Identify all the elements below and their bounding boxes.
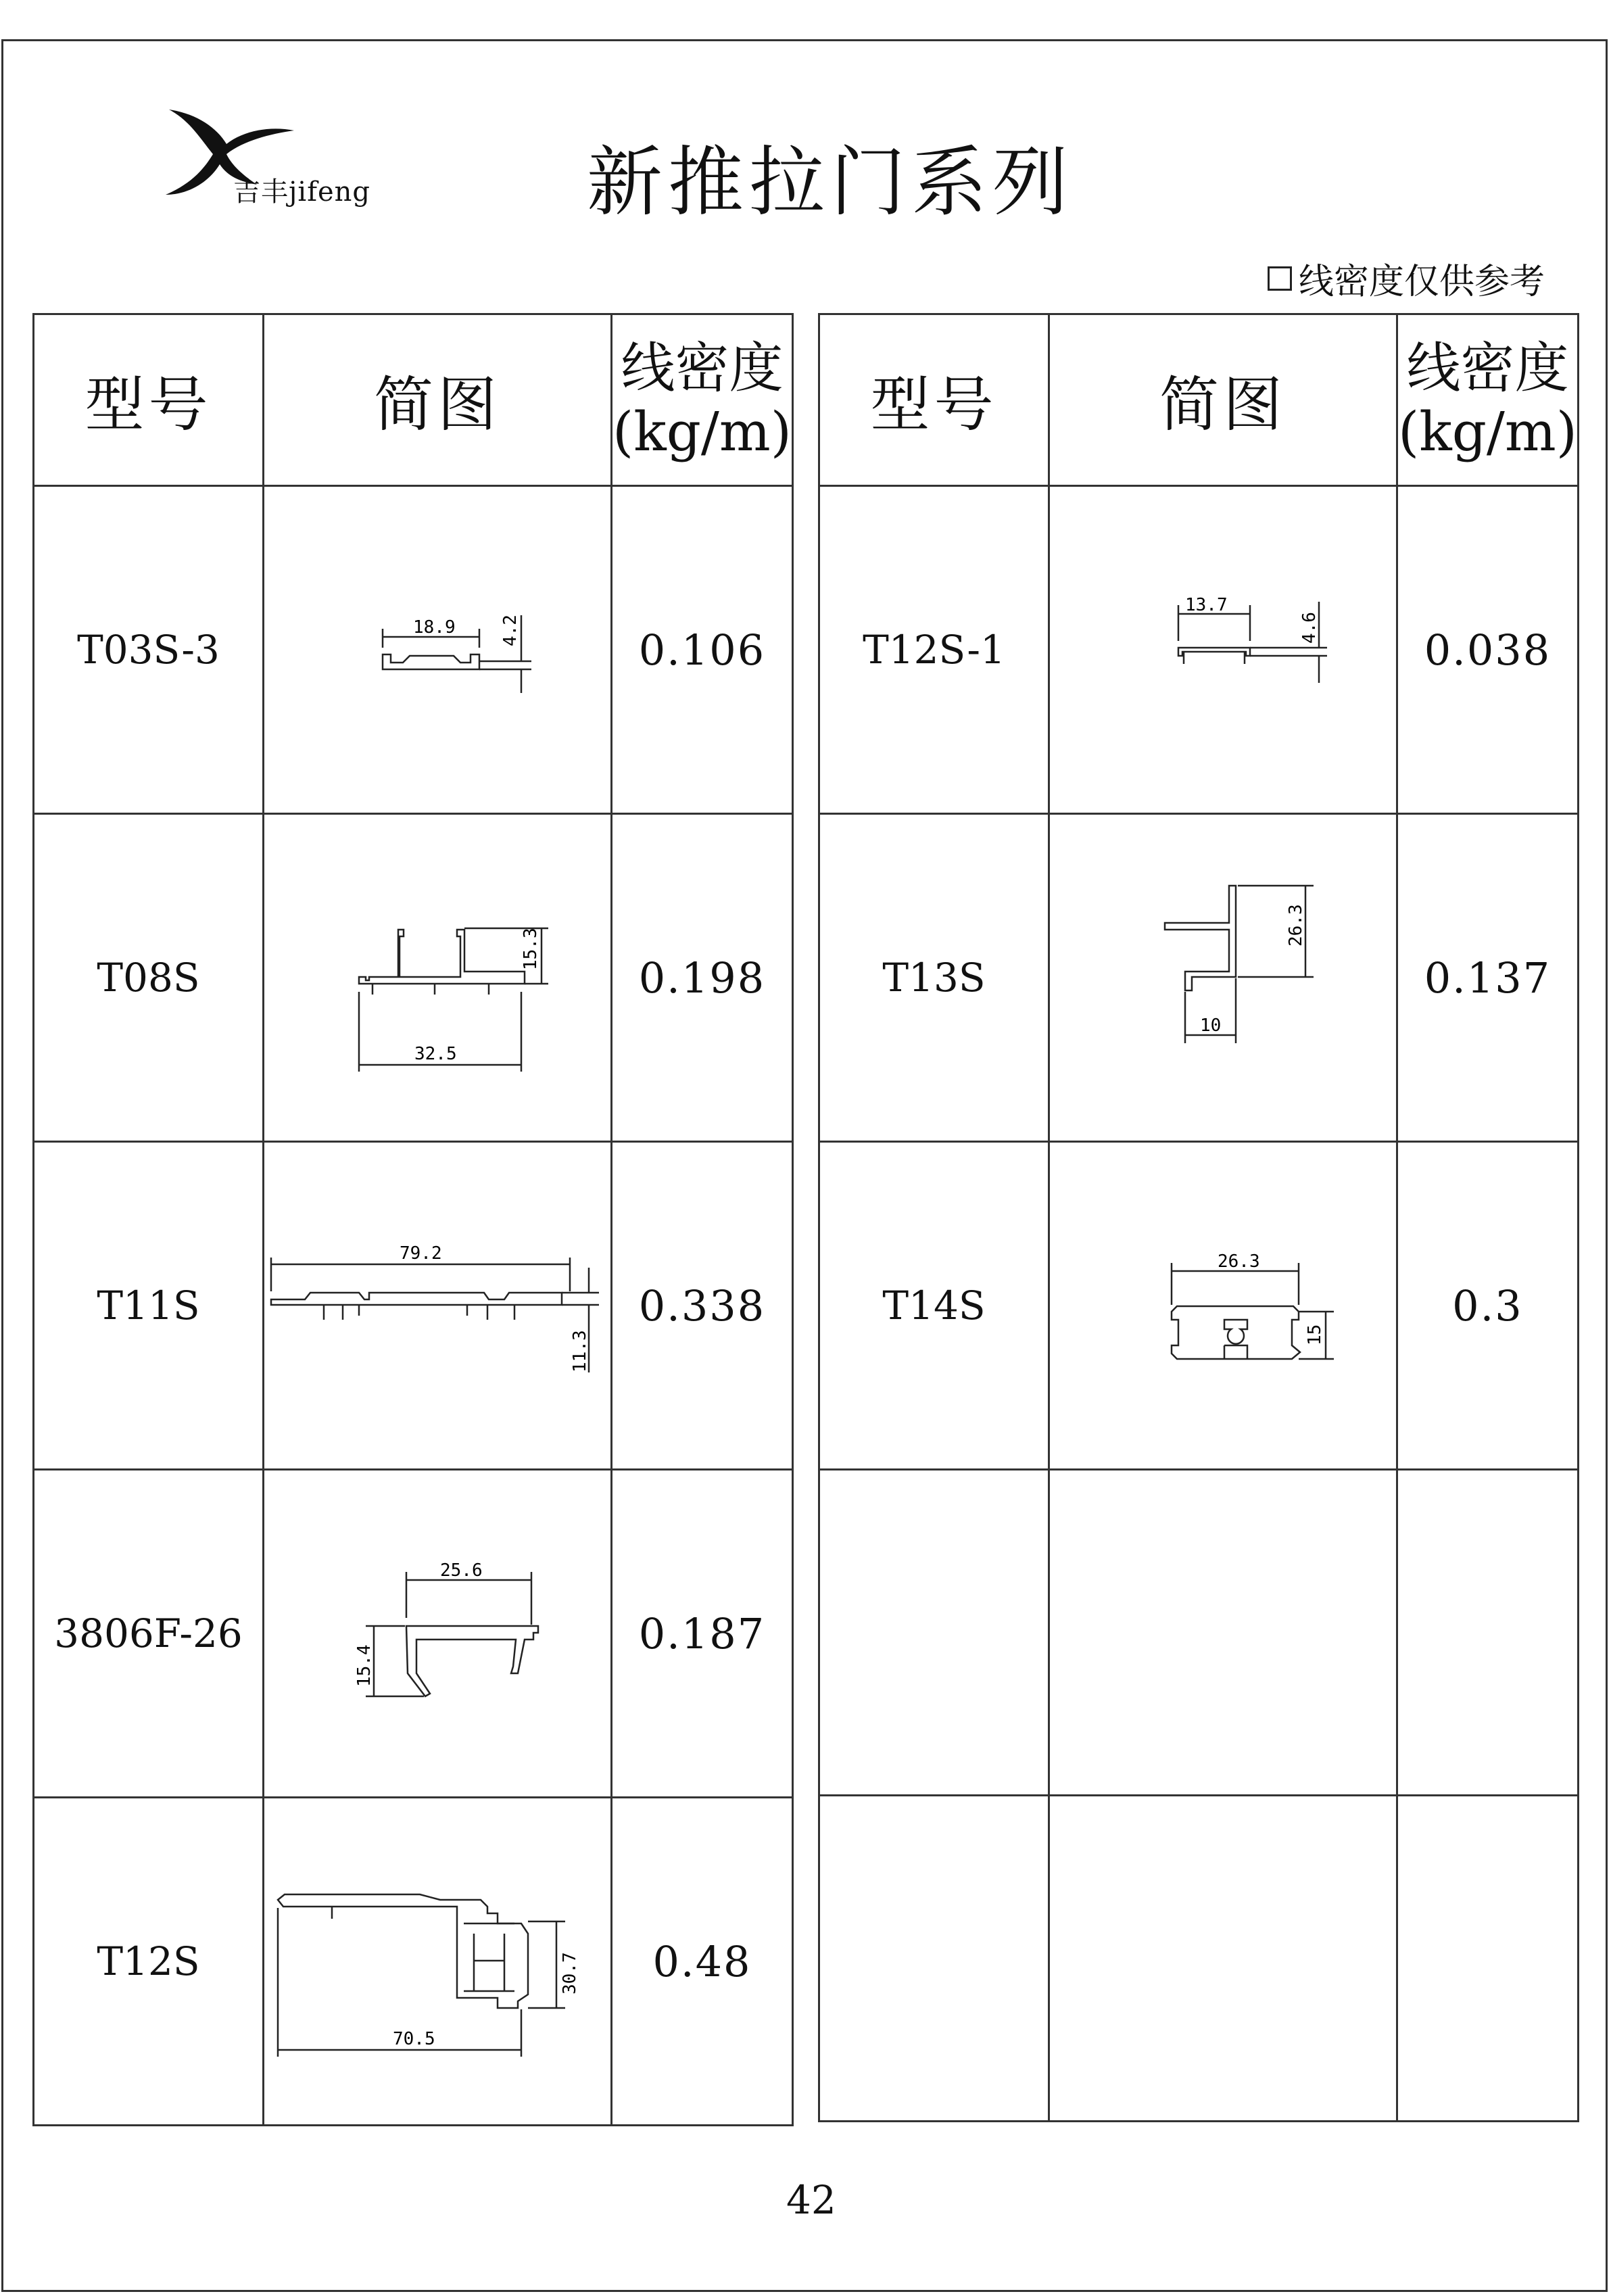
- header-density-label: 线密度: [1406, 336, 1569, 400]
- checkbox-icon: [1268, 266, 1292, 291]
- dim-width: 26.3: [1218, 1251, 1260, 1272]
- profile-diagram-cell: [264, 1142, 612, 1470]
- profile-drawing: [1050, 487, 1396, 813]
- profile-diagram-cell: [1049, 486, 1397, 814]
- dim-width: 32.5: [414, 1044, 457, 1064]
- header-diagram: 简图: [1049, 314, 1397, 486]
- model-cell: T08S: [34, 814, 264, 1142]
- header-density: [1397, 314, 1579, 486]
- dim-width: 10: [1200, 1015, 1222, 1036]
- table-row: [819, 1796, 1579, 2122]
- model-cell: T11S: [34, 1142, 264, 1470]
- page-title: 新推拉门系列: [587, 139, 1074, 226]
- profile-diagram-cell: [264, 1798, 612, 2126]
- table-header-row: [819, 314, 1579, 486]
- model-cell: T14S: [819, 1142, 1049, 1470]
- header-density-label: 线密度: [621, 336, 784, 400]
- profile-diagram-cell: [264, 486, 612, 814]
- header-density-unit: (kg/m): [612, 400, 792, 463]
- profile-table-right: [818, 313, 1579, 2122]
- header-diagram: 简图: [264, 314, 612, 486]
- model-cell: T12S-1: [819, 486, 1049, 814]
- table-header-row: [34, 314, 793, 486]
- header-density-unit: (kg/m): [1398, 400, 1577, 463]
- dim-height: 4.2: [500, 615, 521, 646]
- profile-drawing: [264, 487, 610, 813]
- model-cell: T13S: [819, 814, 1049, 1142]
- brand-name: 吉丰jifeng: [233, 176, 371, 208]
- density-note-text: 线密度仅供参考: [1299, 262, 1545, 302]
- profile-drawing: [264, 1470, 610, 1796]
- header-model: 型号: [34, 314, 264, 486]
- dim-height: 30.7: [560, 1952, 580, 1994]
- table-row: [819, 814, 1579, 1142]
- density-note: [1268, 253, 1545, 304]
- model-cell: T12S: [34, 1798, 264, 2126]
- table-row: [819, 1470, 1579, 1796]
- model-cell: T03S-3: [34, 486, 264, 814]
- dim-height: 26.3: [1286, 904, 1306, 947]
- dim-width: 25.6: [440, 1560, 483, 1581]
- table-row: [819, 1142, 1579, 1470]
- profile-diagram-cell: [264, 1470, 612, 1798]
- table-row: [34, 1470, 793, 1798]
- density-cell: 0.038: [1397, 486, 1579, 814]
- profile-drawing: [1050, 1143, 1396, 1468]
- dim-width: 70.5: [393, 2029, 435, 2049]
- profile-diagram-cell: [1049, 814, 1397, 1142]
- dim-height: 15.3: [521, 928, 541, 970]
- profile-drawing: [264, 1798, 610, 2124]
- density-cell: 0.3: [1397, 1142, 1579, 1470]
- table-row: [819, 486, 1579, 814]
- dim-width: 18.9: [413, 617, 456, 638]
- profile-diagram-cell: [1049, 1142, 1397, 1470]
- dim-width: 79.2: [400, 1243, 442, 1264]
- dim-height: 15: [1305, 1324, 1325, 1345]
- dim-height: 15.4: [354, 1644, 375, 1687]
- table-row: [34, 486, 793, 814]
- density-cell: 0.137: [1397, 814, 1579, 1142]
- profile-table-left: [32, 313, 794, 2126]
- profile-diagram-cell: [1049, 1470, 1397, 1796]
- table-row: [34, 814, 793, 1142]
- density-cell: 0.338: [612, 1142, 793, 1470]
- dim-height: 11.3: [570, 1330, 590, 1372]
- table-row: [34, 1142, 793, 1470]
- density-cell: 0.48: [612, 1798, 793, 2126]
- dim-width: 13.7: [1185, 595, 1228, 615]
- profile-diagram-cell: [1049, 1796, 1397, 2122]
- density-cell: 0.106: [612, 486, 793, 814]
- dim-height: 4.6: [1299, 612, 1320, 644]
- page-number: 42: [786, 2177, 836, 2223]
- table-row: [34, 1798, 793, 2126]
- profile-diagram-cell: [264, 814, 612, 1142]
- density-cell: [1397, 1796, 1579, 2122]
- header-model: 型号: [819, 314, 1049, 486]
- density-cell: [1397, 1470, 1579, 1796]
- profile-drawing: [264, 815, 610, 1141]
- model-cell: [819, 1470, 1049, 1796]
- profile-drawing: [1050, 815, 1396, 1141]
- density-cell: 0.198: [612, 814, 793, 1142]
- density-cell: 0.187: [612, 1470, 793, 1798]
- header-density: [612, 314, 793, 486]
- model-cell: [819, 1796, 1049, 2122]
- profile-drawing: [264, 1143, 610, 1468]
- model-cell: 3806F-26: [34, 1470, 264, 1798]
